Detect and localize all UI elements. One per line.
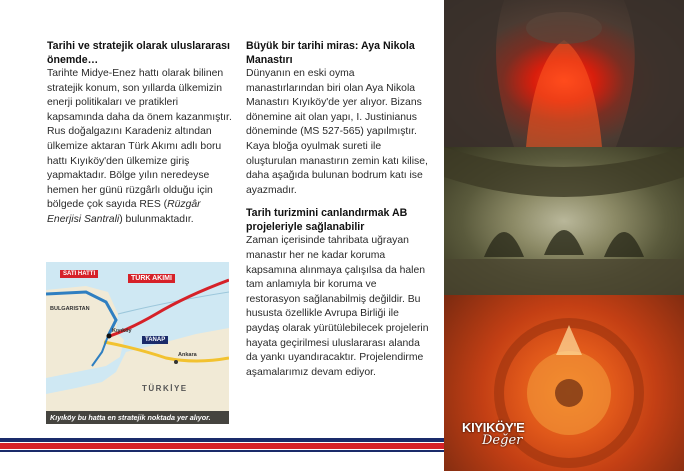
logo-text-script: Değer bbox=[482, 433, 523, 448]
footer-stripe-red bbox=[0, 443, 444, 449]
left-body bbox=[47, 67, 235, 228]
middle-body-1: Dünyanın en eski oyma manastırlarından biri olan Aya Nikola Manastırı Kıyıköy'de yer alıyor. Bizans dönemine ait olan yapı, I. Justinianus döneminde (MS 527-565) yapılmıştır. Kaya bloğa oyulmak sureti ile oluşturulan manastırın zemin katı kilise, daha aşağıda bulunan bodrum katı ise ayazmadır. bbox=[246, 68, 428, 196]
kiyikoye-deger-logo bbox=[462, 420, 542, 458]
left-column bbox=[47, 40, 235, 228]
logo-text-top: KIYIKÖY'E bbox=[462, 420, 525, 435]
pipeline-map bbox=[46, 262, 229, 424]
footer-stripe-navy-thin bbox=[0, 450, 444, 452]
left-body-end: ) bulunmaktadır. bbox=[119, 213, 194, 225]
map-graphic bbox=[46, 262, 229, 424]
middle-column bbox=[246, 40, 430, 380]
map-label-ankara: Ankara bbox=[178, 352, 197, 358]
left-heading: Tarihi ve stratejik olarak uluslararası önemde… bbox=[47, 40, 230, 66]
footer-stripe-navy bbox=[0, 438, 444, 442]
middle-heading-1: Büyük bir tarihi miras: Aya Nikola Manastırı bbox=[246, 40, 415, 66]
map-label-tanap: TANAP bbox=[142, 336, 168, 344]
photo-monastery-red-chamber bbox=[444, 0, 684, 147]
map-label-bulgaristan: BULGARISTAN bbox=[50, 306, 90, 312]
map-label-kiyikoy: Kıyıköy bbox=[112, 328, 132, 334]
middle-heading-2: Tarih turizmini canlandırmak AB projeleriyle sağlanabilir bbox=[246, 207, 408, 233]
left-body-italic: Rüzgâr Enerjisi Santrali bbox=[47, 199, 201, 225]
map-caption: Kıyıköy bu hatta en stratejik noktada yer alıyor. bbox=[46, 411, 229, 424]
left-body-main: Tarihte Midye-Enez hattı olarak bilinen stratejik konum, son yıllarda ülkemizin enerji politikaları ve pratikleri kapsamında daha da önem kazanmıştır. Rus doğalgazını Karadeniz altından ülkemize aktaran Türk Akımı adlı boru hattı Kıyıköy'den ülkemize giriş yapmaktadır. Bölge yılın neredeyse hemen her günü rüzgârlı olduğu için bölgede çok sayıda RES ( bbox=[47, 68, 232, 211]
map-label-turk-akimi: TÜRK AKIMI bbox=[128, 274, 175, 283]
middle-body-2: Zaman içerisinde tahribata uğrayan manastır her ne kadar koruma kapsamına alınmaya çalışılsa da halen tam anlamıyla bir koruma ve restorasyon sağlanabilmiş değildir. Bu hususta özellikle Avrupa Birliği ile paydaş olarak yürütülebilecek projelerin hayata geçirilmesi uluslararası alanda da yankı uyandıracaktır. Projelendirme aşamalarımız devam ediyor. bbox=[246, 235, 429, 378]
map-label-turkiye: TÜRKİYE bbox=[142, 384, 188, 393]
map-label-sati: SATI HATTI bbox=[60, 270, 98, 278]
photo-monastery-arches bbox=[444, 147, 684, 295]
